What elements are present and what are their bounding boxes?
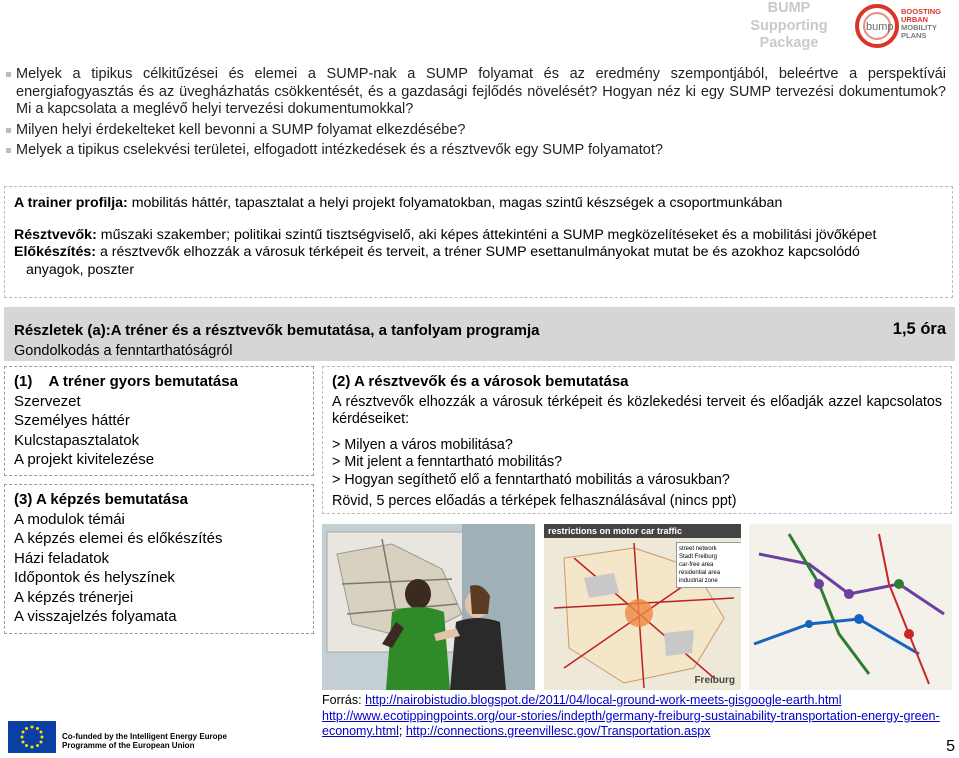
logo-text xyxy=(901,8,941,40)
box-item: Házi feladatok xyxy=(14,549,110,567)
eu-text-line: Programme of the European Union xyxy=(62,741,195,750)
box-item: Személyes háttér xyxy=(14,412,130,429)
header-title-line: Supporting xyxy=(750,17,828,34)
trainer-label: A trainer profilja: xyxy=(14,195,128,211)
bump-logo-mark xyxy=(855,2,899,50)
presentation-note: Rövid, 5 perces előadás a térképek felhasználásával (nincs ppt) xyxy=(332,493,737,509)
box-item: A képzés elemei és előkészítés xyxy=(14,530,223,547)
box-item: Kulcstapasztalatok xyxy=(14,431,140,449)
source-separator: ; xyxy=(398,724,406,738)
question-list xyxy=(6,66,946,163)
svg-text:bump: bump xyxy=(866,21,894,33)
trainer-intro-box xyxy=(4,366,314,476)
participants-intro-box xyxy=(322,366,952,514)
legend-item: Stadt Freiburg xyxy=(679,554,718,560)
legend-item: industrial zone xyxy=(679,578,718,584)
question-item: Melyek a tipikus célkitűzései és elemei a SUMP-nak a SUMP folyamat és az eredmény szempontjából, beleértve a perspektívái energiafogyasztás és az üvegházhatás csökkentését, és a gazdasági fejlődés növelését? Hogyan néz ki egy SUMP tervezési dokumentumok? Mi a kapcsolata a meglévő helyi tervezési dokumentumokkal? xyxy=(6,66,946,119)
source-link[interactable]: http://www.ecotippingpoints.org/our-stories/indepth/germany-freiburg-sustainability-transportation-energy-green-economy.html xyxy=(322,708,940,738)
prep-text: a résztvevők elhozzák a városuk térképeit és terveit, a tréner SUMP esettanulmányokat mutat be és azokhoz kapcsolódó xyxy=(96,244,860,260)
logo-word: URBAN xyxy=(901,15,929,24)
details-subtitle: Gondolkodás a fenntarthatóságról xyxy=(14,343,233,359)
course-intro-box xyxy=(4,484,314,634)
question-item: Melyek a tipikus cselekvési területei, elfogadott intézkedések és a résztvevők egy SUMP folyamatot? xyxy=(6,142,946,160)
training-photo xyxy=(322,524,535,690)
bump-logo xyxy=(855,2,955,52)
trainer-text: mobilitás háttér, tapasztalat a helyi projekt folyamatokban, magas szintű készségek a csoportmunkában xyxy=(127,195,783,211)
sources-label: Forrás: xyxy=(322,693,366,707)
participants-text: műszaki szakember; politikai szintű tisztségviselő, aki képes áttekinténi a SUMP megközelítéseket és a mobilitási jövőképet xyxy=(96,226,877,243)
legend-item: residential area xyxy=(679,570,721,576)
box-item: A modulok témái xyxy=(14,510,125,528)
prep-label: Előkészítés: xyxy=(14,244,97,260)
box-item: A projekt kivitelezése xyxy=(14,451,155,468)
eu-text-line: Co-funded by the Intelligent Energy Europe xyxy=(62,732,227,741)
question-item: Milyen helyi érdekelteket kell bevonni a SUMP folyamat elkezdésébe? xyxy=(6,122,946,140)
box-item: Szervezet xyxy=(14,392,81,410)
question-line: > Mit jelent a fenntartható mobilitás? xyxy=(332,454,563,470)
box-heading: (3) A képzés bemutatása xyxy=(14,491,188,508)
header-title xyxy=(729,0,849,53)
logo-word: PLANS xyxy=(901,31,927,40)
legend-item: car-free area xyxy=(679,562,714,568)
page-number: 5 xyxy=(946,738,955,755)
question-line: > Milyen a város mobilitása? xyxy=(332,436,513,453)
logo-word: MOBILITY xyxy=(901,23,937,32)
eu-flag-icon xyxy=(8,721,56,753)
duration: 1,5 óra xyxy=(892,320,946,338)
box-item: A képzés trénerjei xyxy=(14,588,134,606)
header-title-line: Package xyxy=(759,35,819,51)
box-item: A visszajelzés folyamata xyxy=(14,608,177,625)
source-link[interactable]: http://connections.greenvillesc.gov/Transportation.aspx xyxy=(405,724,711,738)
preparation xyxy=(14,244,943,262)
box-intro: A résztvevők elhozzák a városuk térképeit és közlekedési terveit és előadják azzel kapcsolatos kérdéseiket: xyxy=(332,393,942,427)
map-caption: restrictions on motor car traffic xyxy=(544,524,741,538)
details-title: Részletek (a):A tréner és a résztvevők bemutatása, a tanfolyam programja xyxy=(14,322,540,339)
sources xyxy=(322,693,952,740)
profile-box xyxy=(4,186,953,298)
box-heading: (1) A tréner gyors bemutatása xyxy=(14,373,238,390)
eu-cofunding-text xyxy=(62,732,227,750)
transportation-map xyxy=(749,524,952,690)
question-line: > Hogyan segíthető elő a fenntartható mobilitás a városukban? xyxy=(332,471,730,488)
map-brand: Freiburg xyxy=(694,675,735,686)
participants-label: Résztvevők: xyxy=(14,226,97,243)
legend-item: street network xyxy=(679,546,717,552)
details-bar xyxy=(4,307,955,361)
box-heading: (2) A résztvevők és a városok bemutatása xyxy=(332,373,629,390)
map-legend xyxy=(676,542,741,588)
prep-text-cont: anyagok, poszter xyxy=(26,261,135,278)
participants xyxy=(14,227,943,245)
source-link[interactable]: http://nairobistudio.blogspot.de/2011/04/local-ground-work-meets-gisgoogle-earth.html xyxy=(365,693,842,707)
header-title-line: BUMP xyxy=(767,0,811,16)
freiburg-map xyxy=(544,524,741,690)
box-item: Időpontok és helyszínek xyxy=(14,569,175,586)
logo-word: BOOSTING xyxy=(901,7,942,16)
trainer-profile xyxy=(14,195,943,213)
